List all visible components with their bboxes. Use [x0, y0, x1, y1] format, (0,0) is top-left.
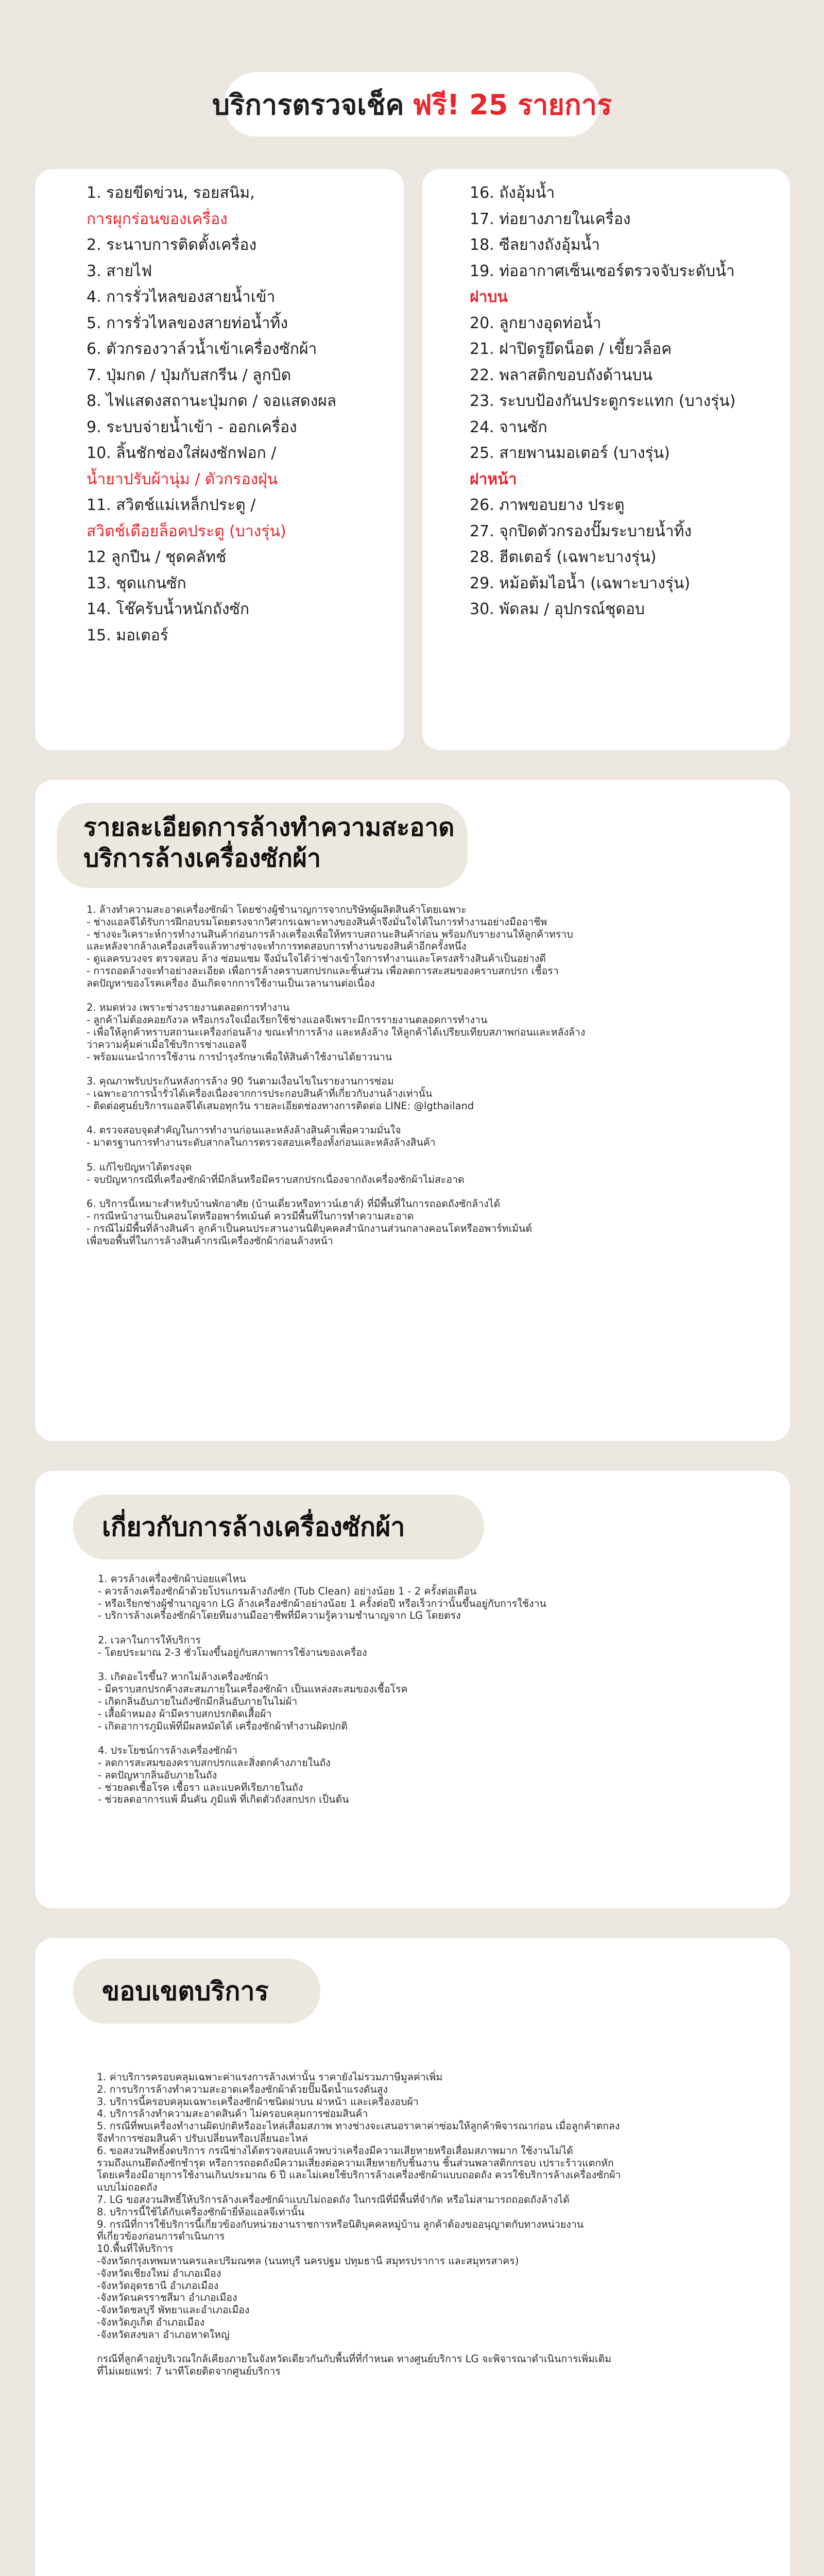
checklist-item: 29. หม้อต้มไอน้ำ (เฉพาะบางรุ่น) [470, 574, 691, 592]
checklist-item: 26. ภาพขอบยาง ประตู [470, 496, 625, 514]
checklist-item: 17. ท่อยางภายในเครื่อง [470, 210, 631, 228]
about-body [98, 1573, 546, 1806]
body-line: - กรณีไม่มีพื้นที่ล้างสินค้า ลูกค้าเป็นคนประสานงานนิติบุคคลสำนักงานส่วนกลางคอนโดหรืออพาร์ทเม้นต์ [87, 1222, 533, 1234]
body-line: 6. ขอสงวนสิทธิ์งดบริการ กรณีช่างได้ตรวจสอบแล้วพบว่าเครื่องมีความเสียหายหรือเสื่อมสภาพมาก ใช้งานไม่ได้ [97, 2144, 573, 2157]
body-line: - เกิดกลิ่นอับภายในถังซักมีกลิ่นอับภายในไม่ผ้า [98, 1695, 298, 1707]
body-line: ลดปัญหาของโรคเครื่อง อันเกิดจากการใช้งานเป็นเวลานานต่อเนื่อง [87, 977, 375, 989]
paragraph-gap [98, 1622, 546, 1634]
body-line: - ช่างจะวิเคราะห์การทำงานสินค้าก่อนการล้างเครื่องเพื่อให้ทราบสถานะสินค้าก่อน พร้อมกับรายงานให้ลูกค้าทราบ [87, 928, 573, 940]
paragraph-gap [98, 1732, 546, 1744]
paragraph-gap [97, 2341, 621, 2353]
body-line: 4. ตรวจสอบจุดสำคัญในการทำงานก่อนและหลังล้างสินค้าเพื่อความมั่นใจ [87, 1124, 401, 1137]
body-line: -จังหวัดภูเก็ต อำเภอเมือง [97, 2316, 205, 2328]
body-line: - มีคราบสกปรกค้างสะสมภายในเครื่องซักผ้า เป็นแหล่งสะสมของเชื้อโรค [98, 1683, 408, 1696]
checklist-card-right [422, 169, 790, 750]
checklist-item: 24. จานซัก [470, 418, 547, 436]
about-card [35, 1471, 790, 1908]
checklist-item: 11. สวิตช์แม่เหล็กประตู / [87, 496, 256, 514]
body-line: 5. แก้ไขปัญหาได้ตรงจุด [87, 1161, 192, 1173]
body-line: 2. เวลาในการให้บริการ [98, 1634, 201, 1646]
checklist-item: 3. สายไฟ [87, 262, 152, 280]
body-line: 9. กรณีที่การใช้บริการนี้เกี่ยวข้องกับหน่วยงานราชการหรือนิติบุคคลหมู่บ้าน ลูกค้าต้องขออนุญาตกับทางหน่วยงาน [97, 2218, 584, 2230]
checklist-item: น้ำยาปรับผ้านุ่ม / ตัวกรองฝุ่น [87, 470, 278, 488]
body-line: โดยเครื่องมีอายุการใช้งานเกินประมาณ 6 ปี และไม่เคยใช้บริการล้างเครื่องซักผ้าแบบถอดถัง ควรใช้บริการล้างเครื่องซักผ้า [97, 2169, 621, 2181]
body-line: ที่ไม่เผยแพร่: 7 นาทีโดยติดจากศูนย์บริการ [97, 2365, 281, 2378]
body-line: 4. ประโยชน์การล้างเครื่องซักผ้า [98, 1744, 238, 1757]
details-body [87, 904, 585, 1247]
body-line: - จบปัญหากรณีที่เครื่องซักผ้าที่มีกลิ่นหรือมีคราบสกปรกเนื่องจากถังเครื่องซักผ้าไม่สะอาด [87, 1173, 465, 1185]
checklist-item: 8. ไฟแสดงสถานะปุ่มกด / จอแสดงผล [87, 392, 337, 410]
body-line: 6. บริการนี้เหมาะสำหรับบ้านพักอาศัย (บ้านเดี่ยวหรือทาวน์เฮาส์) ที่มีพื้นที่ในการถอดถังซักล้างได้ [87, 1198, 501, 1210]
body-line: -จังหวัดกรุงเทพมหานครและปริมณฑล (นนทบุรี นครปฐม ปทุมธานี สมุทรปราการ และสมุทรสาคร) [97, 2255, 519, 2267]
checklist-item: 18. ซีลยางถังอุ้มน้ำ [470, 236, 600, 254]
body-line: ว่าความคุ้มค่าเมื่อใช้บริการช่างแอลจี [87, 1038, 247, 1050]
about-heading [73, 1495, 484, 1560]
body-line: 10.พื้นที่ให้บริการ [97, 2243, 174, 2255]
checklist-item: 12 ลูกปืน / ชุดคลัทช์ [87, 548, 227, 566]
body-line: - การถอดล้างจะทำอย่างละเอียด เพื่อการล้างคราบสกปรกและชิ้นส่วน เพื่อลดการสะสมของคราบสกปรก เชื้อรา [87, 964, 559, 977]
checklist-item: 30. พัดลม / อุปกรณ์ชุดอบ [470, 600, 645, 618]
body-line: - ควรล้างเครื่องซักผ้าด้วยโปรแกรมล้างถังซัก (Tub Clean) อย่างน้อย 1 - 2 ครั้งต่อเดือน [98, 1585, 477, 1597]
scope-card [35, 1938, 790, 2576]
body-line: 2. หมดห่วง เพราะช่างรายงานตลอดการทำงาน [87, 1002, 290, 1014]
body-line: 1. ล้างทำความสะอาดเครื่องซักผ้า โดยช่างผู้ชำนาญการจากบริษัทผู้ผลิตสินค้าโดยเฉพาะ [87, 904, 467, 916]
details-heading-line-2: บริการล้างเครื่องซักผ้า [83, 844, 321, 873]
scope-heading [73, 1959, 320, 2024]
details-card [35, 780, 790, 1441]
body-line: - ช่างแอลจีได้รับการฝึกอบรมโดยตรงจากวิศวกรเฉพาะทางของสินค้าจึงมั่นใจได้ในการทำงานอย่างมืออาชีพ [87, 916, 547, 928]
body-line: จึงทำการซ่อมสินค้า ปรับเปลี่ยนหรือเปลี่ยนอะไหล่ [97, 2132, 308, 2144]
title-main: บริการตรวจเช็ค [212, 88, 404, 121]
body-line: 2. การบริการล้างทำความสะอาดเครื่องซักผ้าด้วยปั๊มฉีดน้ำแรงดันสูง [97, 2083, 388, 2095]
paragraph-gap [87, 990, 585, 1002]
body-line: และหลังจากล้างเครื่องเสร็จแล้วทางช่างจะทำการทดสอบการทำงานของสินค้าอีกครั้งหนึ่ง [87, 940, 467, 953]
title-highlight: ฟรี! 25 รายการ [412, 88, 612, 121]
body-line: -จังหวัดอุดรธานี อำเภอเมือง [97, 2279, 219, 2292]
page-title [212, 72, 612, 137]
checklist-item: 25. สายพานมอเตอร์ (บางรุ่น) [470, 444, 670, 462]
scope-body [97, 2071, 621, 2378]
body-line: 3. บริการนี้ครอบคลุมเฉพาะเครื่องซักผ้าชนิดฝาบน ฝาหน้า และเครื่องอบผ้า [97, 2095, 419, 2108]
checklist-item: 4. การรั่วไหลของสายน้ำเข้า [87, 288, 276, 306]
body-line: - ดูแลครบวงจร ตรวจสอบ ล้าง ซ่อมแซม จึงมั่นใจได้ว่าช่างเข้าใจการทำงานและโครงสร้างสินค้าเป็นอย่างดี [87, 953, 546, 965]
about-heading-text: เกี่ยวกับการล้างเครื่องซักผ้า [102, 1512, 405, 1542]
body-line: รวมถึงแกนยึดถังซักชำรุด หรือการถอดถังมีความเสี่ยงต่อความเสียหายกับชิ้นงาน ชิ้นส่วนพลาสติกกรอบ เปราะร้าวแตกหัก [97, 2157, 614, 2169]
body-line: 1. ค่าบริการครอบคลุมเฉพาะค่าแรงการล้างเท่านั้น ราคายังไม่รวมภาษีมูลค่าเพิ่ม [97, 2071, 443, 2083]
checklist-card-left [35, 169, 404, 750]
body-line: - ช่วยลดอาการแพ้ ผื่นคัน ภูมิแพ้ ที่เกิดตัวถังสกปรก เป็นต้น [98, 1793, 349, 1806]
body-line: - เฉพาะอาการน้ำรั่วได้เครื่องเนื่องจากการประกอบสินค้าที่เกี่ยวกับงานล้างเท่านั้น [87, 1087, 433, 1099]
checklist-item: สวิตช์เดือยล็อคประตู (บางรุ่น) [87, 522, 286, 540]
paragraph-gap [87, 1112, 585, 1125]
body-line: - หรือเรียกช่างผู้ชำนาญจาก LG ล้างเครื่องซักผ้าอย่างน้อย 1 ครั้งต่อปี หรือเร็วกว่านั้นขึ้นอยู่กับการใช้งาน [98, 1597, 546, 1609]
checklist-item: 15. มอเตอร์ [87, 626, 168, 645]
paragraph-gap [87, 1063, 585, 1075]
checklist-item: 19. ท่ออากาศเซ็นเซอร์ตรวจจับระดับน้ำ [470, 262, 735, 280]
body-line: กรณีที่ลูกค้าอยู่บริเวณใกล้เคียงภายในจังหวัดเดียวกันกับพื้นที่ที่กำหนด ทางศูนย์บริการ LG จะพิจารณาดำเนินการเพิ่มเติม [97, 2353, 612, 2365]
body-line: -จังหวัดเชียงใหม่ อำเภอเมือง [97, 2267, 221, 2279]
body-line: - ลูกค้าไม่ต้องคอยกังวล หรือเกรงใจเมื่อเรียกใช้ช่างแอลจีเพราะมีการรายงานตลอดการทำงาน [87, 1014, 488, 1026]
body-line: - กรณีหน้างานเป็นคอนโดหรืออพาร์ทเม้นต์ ควรมีพื้นที่ในการทำความสะอาด [87, 1210, 414, 1222]
body-line: 8. บริการนี้ใช้ได้กับเครื่องซักผ้ายี่ห้อแอลจีเท่านั้น [97, 2206, 305, 2218]
checklist-item: 23. ระบบป้องกันประตูกระแทก (บางรุ่น) [470, 392, 736, 410]
checklist-item: ฝาหน้า [470, 470, 517, 488]
body-line: 1. ควรล้างเครื่องซักผ้าบ่อยแค่ไหน [98, 1573, 246, 1585]
checklist-item: 1. รอยขีดข่วน, รอยสนิม, [87, 184, 255, 202]
checklist-item: 13. ชุดแกนซัก [87, 574, 186, 592]
body-line: 4. บริการล้างทำความสะอาดสินค้า ไม่ครอบคลุมการซ่อมสินค้า [97, 2108, 368, 2120]
body-line: -จังหวัดชลบุรี พัทยาและอำเภอเมือง [97, 2304, 250, 2316]
body-line: เพื่อขอพื้นที่ในการล้างสินค้ากรณีเครื่องซักผ้าก่อนล้างหน้า [87, 1234, 333, 1247]
body-line: 5. กรณีที่พบเครื่องทำงานผิดปกติหรืออะไหล่เสื่อมสภาพ ทางช่างจะเสนอราคาค่าซ่อมให้ลูกค้าพิจารณาก่อน เมื่อลูกค้าตกลง [97, 2120, 620, 2132]
paragraph-gap [87, 1185, 585, 1198]
body-line: - ติดต่อศูนย์บริการแอลจีได้เสมอทุกวัน รายละเอียดช่องทางการติดต่อ LINE: @lgthailand [87, 1099, 474, 1112]
body-line: - ช่วยลดเชื้อโรค เชื้อรา และแบคทีเรียภายในถัง [98, 1781, 303, 1793]
checklist-item: 10. ลิ้นชักช่องใส่ผงซักฟอก / [87, 444, 277, 462]
checklist-item: 22. พลาสติกขอบถังด้านบน [470, 366, 653, 384]
checklist-item: 27. จุกปิดตัวกรองปั๊มระบายน้ำทิ้ง [470, 522, 692, 540]
body-line: ที่เกี่ยวข้องก่อนการดำเนินการ [97, 2230, 225, 2243]
body-line: - ลดการสะสมของคราบสกปรกและสิ่งตกค้างภายในถัง [98, 1756, 331, 1769]
body-line: - พร้อมแนะนำการใช้งาน การบำรุงรักษาเพื่อให้สินค้าใช้งานได้ยาวนาน [87, 1050, 392, 1063]
checklist-item: 16. ถังอุ้มน้ำ [470, 184, 555, 202]
scope-heading-text: ขอบเขตบริการ [102, 1976, 269, 2006]
body-line: - เพื่อให้ลูกค้าทราบสถานะเครื่องก่อนล้าง ขณะทำการล้าง และหลังล้าง ให้ลูกค้าได้เปรียบเทียบสภาพก่อนและหลังล้าง [87, 1026, 586, 1038]
body-line: - บริการล้างเครื่องซักผ้าโดยทีมงานมืออาชีพที่มีความรู้ความชำนาญจาก LG โดยตรง [98, 1609, 461, 1622]
body-line: - มาตรฐานการทำงานระดับสากลในการตรวจสอบเครื่องทั้งก่อนและหลังล้างสินค้า [87, 1137, 436, 1149]
checklist-item: ฝาบน [470, 288, 508, 306]
body-line: -จังหวัดนครราชสีมา อำเภอเมือง [97, 2292, 237, 2304]
checklist-item: 5. การรั่วไหลของสายท่อน้ำทิ้ง [87, 314, 288, 332]
checklist-item: 7. ปุ่มกด / ปุ่มกับสกรีน / ลูกบิด [87, 366, 291, 384]
body-line: 3. เกิดอะไรขึ้น? หากไม่ล้างเครื่องซักผ้า [98, 1671, 269, 1683]
paragraph-gap [87, 1149, 585, 1161]
checklist-item: 20. ลูกยางอุดท่อน้ำ [470, 314, 602, 332]
details-heading [57, 803, 468, 888]
body-line: - เกิดอาการภูมิแพ้ที่มีผลหมัดได้ เครื่องซักผ้าทำงานผิดปกติ [98, 1720, 348, 1732]
details-heading-line-1: รายละเอียดการล้างทำความสะอาด [83, 813, 455, 842]
checklist-item: 14. โช๊คร้บน้ำหนักถังซัก [87, 600, 250, 618]
paragraph-gap [98, 1659, 546, 1671]
checklist-item: 9. ระบบจ่ายน้ำเข้า - ออกเครื่อง [87, 418, 297, 436]
body-line: 7. LG ขอสงวนสิทธิ์ให้บริการล้างเครื่องซักผ้าแบบไม่ถอดถัง ในกรณีที่มีพื้นที่จำกัด หรือไม่สามารถถอดถังล้างได้ [97, 2193, 570, 2206]
body-line: - ลดปัญหากลิ่นอับภายในถัง [98, 1769, 217, 1781]
body-line: - โดยประมาณ 2-3 ชั่วโมงขึ้นอยู่กับสภาพการใช้งานของเครื่อง [98, 1646, 367, 1658]
checklist-item: การผุกร่อนของเครื่อง [87, 210, 228, 228]
body-line: 3. คุณภาพรับประกันหลังการล้าง 90 วันตามเงื่อนไขในรายงานการซ่อม [87, 1075, 394, 1088]
body-line: - เสื้อผ้าหมอง ผ้ามีคราบสกปรกติดเสื้อผ้า [98, 1707, 272, 1720]
checklist-item: 2. ระนาบการติดตั้งเครื่อง [87, 236, 257, 254]
body-line: -จังหวัดสงขลา อำเภอหาดใหญ่ [97, 2328, 230, 2341]
checklist-item: 6. ตัวกรองวาล์วน้ำเข้าเครื่องซักผ้า [87, 340, 317, 358]
checklist-item: 21. ฝาปิดรูยึดน็อต / เขี้ยวล็อค [470, 340, 672, 358]
checklist-item: 28. ฮีตเตอร์ (เฉพาะบางรุ่น) [470, 548, 657, 566]
body-line: แบบไม่ถอดถัง [97, 2181, 158, 2194]
